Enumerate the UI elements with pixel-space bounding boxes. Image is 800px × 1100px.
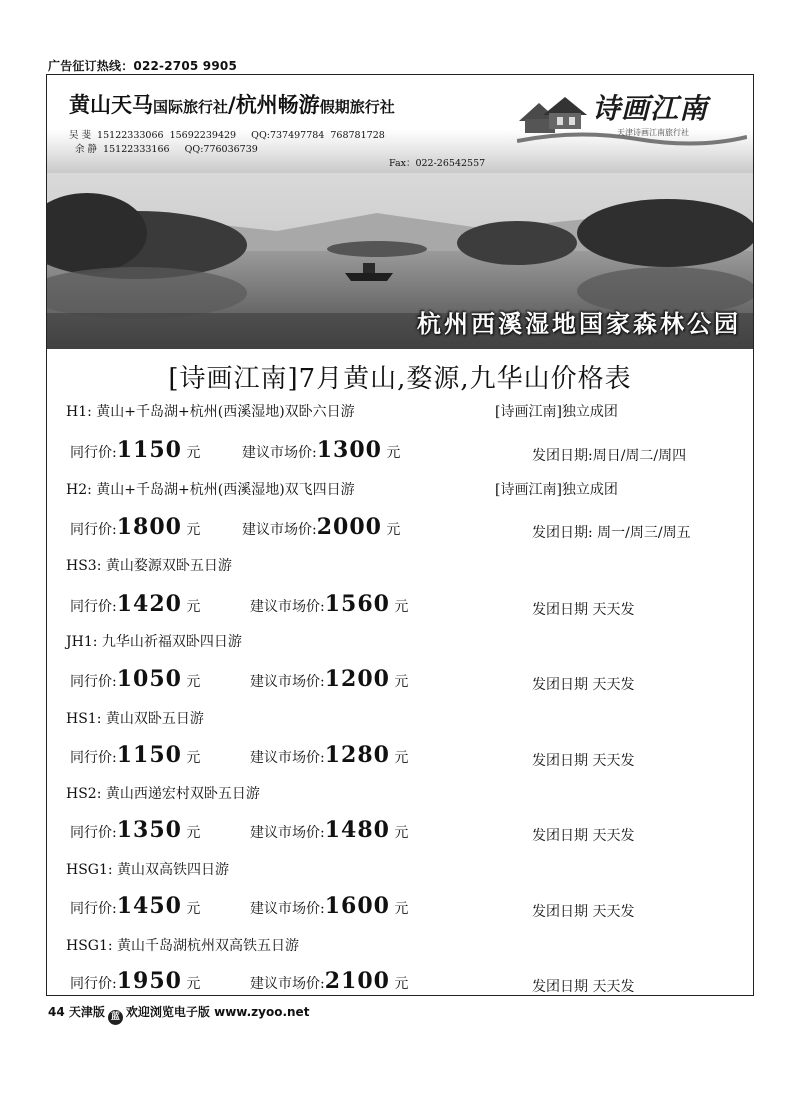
departure-dates: 发团日期 天天发: [532, 753, 635, 769]
market-price: 建议市场价:1480 元: [250, 817, 409, 843]
route-name: HS1: 黄山双卧五日游: [66, 711, 204, 727]
peer-price: 同行价:1150 元: [70, 437, 201, 463]
logo-subtitle: 天津诗画江南旅行社: [617, 128, 689, 137]
peer-price: 同行价:1950 元: [70, 968, 201, 994]
page-footer: [48, 1003, 309, 1025]
route-name: HSG1: 黄山千岛湖杭州双高铁五日游: [66, 938, 300, 954]
route-team-type: [诗画江南]独立成团: [495, 482, 618, 498]
ad-hotline: 广告征订热线：022-2705 9905: [48, 59, 238, 73]
photo-caption: 杭州西溪湿地国家森林公园: [417, 310, 741, 338]
departure-dates: 发团日期 天天发: [532, 602, 635, 618]
route-name: JH1: 九华山祈福双卧四日游: [66, 634, 242, 650]
brand-main: 黄山天马: [69, 93, 153, 117]
page-number: 44: [48, 1005, 65, 1019]
market-price: 建议市场价:2100 元: [250, 968, 409, 994]
footer-slogan: 欢迎浏览电子版: [125, 1005, 210, 1019]
wetland-photo: [47, 173, 753, 349]
peer-price: 同行价:1150 元: [70, 742, 201, 768]
market-price: 建议市场价:1560 元: [250, 591, 409, 617]
departure-dates: 发团日期: 周一/周三/周五: [532, 525, 691, 541]
contact-line-2: 余 静 15122333166 QQ:776036739: [75, 144, 258, 155]
departure-dates: 发团日期 天天发: [532, 828, 635, 844]
peer-price: 同行价:1450 元: [70, 893, 201, 919]
market-price: 建议市场价:1600 元: [250, 893, 409, 919]
peer-price: 同行价:1800 元: [70, 514, 201, 540]
ad-frame: [46, 74, 754, 996]
peer-price: 同行价:1350 元: [70, 817, 201, 843]
departure-dates: 发团日期 天天发: [532, 979, 635, 995]
contact-line-1: 吴 斐 15122333066 15692239429 QQ:737497784 768781728: [69, 130, 385, 141]
website-link[interactable]: www.zyoo.net: [214, 1005, 310, 1019]
peer-price: 同行价:1420 元: [70, 591, 201, 617]
price-table-title: [诗画江南]7月黄山,婺源,九华山价格表: [168, 364, 632, 394]
route-name: H1: 黄山+千岛湖+杭州(西溪湿地)双卧六日游: [66, 404, 355, 420]
market-price: 建议市场价:2000 元: [242, 514, 401, 540]
fax-number: Fax：022-26542557: [389, 158, 486, 169]
route-team-type: [诗画江南]独立成团: [495, 404, 618, 420]
departure-dates: 发团日期:周日/周二/周四: [532, 448, 687, 464]
agency-name: [69, 89, 395, 119]
brand-type: 国际旅行社: [153, 98, 229, 116]
market-price: 建议市场价:1280 元: [250, 742, 409, 768]
market-price: 建议市场价:1300 元: [242, 437, 401, 463]
route-name: HS2: 黄山西递宏村双卧五日游: [66, 786, 260, 802]
brand-type-2: 假期旅行社: [319, 98, 395, 116]
brand-separator: /: [228, 93, 236, 117]
route-name: H2: 黄山+千岛湖+杭州(西溪湿地)双飞四日游: [66, 482, 355, 498]
route-name: HS3: 黄山婺源双卧五日游: [66, 558, 232, 574]
edition-badge-icon: 蓝: [108, 1010, 123, 1025]
edition-label: 天津版: [68, 1005, 105, 1019]
brand-main-2: 杭州畅游: [235, 93, 320, 117]
departure-dates: 发团日期 天天发: [532, 904, 635, 920]
market-price: 建议市场价:1200 元: [250, 666, 409, 692]
route-name: HSG1: 黄山双高铁四日游: [66, 862, 230, 878]
peer-price: 同行价:1050 元: [70, 666, 201, 692]
logo-wordmark: 诗画江南: [592, 92, 709, 125]
agency-header: [47, 75, 753, 173]
departure-dates: 发团日期 天天发: [532, 677, 635, 693]
